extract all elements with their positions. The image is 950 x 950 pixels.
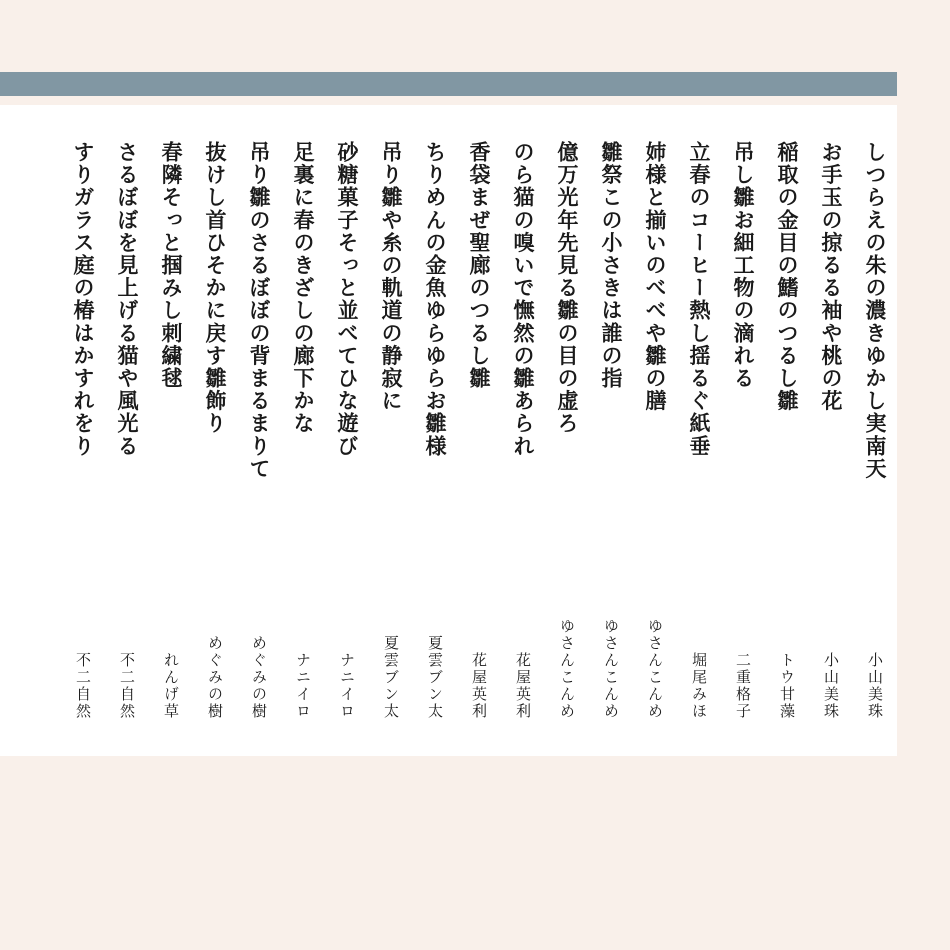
poem-item (809, 105, 853, 756)
poem-item (281, 105, 325, 756)
haiku-text: しつらえの朱の濃きゆかし実南天 (863, 141, 888, 480)
haiku-text: 香袋まぜ聖廊のつるし雛 (467, 141, 492, 390)
author-name: 堀尾みほ (690, 652, 708, 720)
author-name: れんげ草 (162, 652, 180, 720)
poem-item (501, 105, 545, 756)
poem-list (0, 105, 897, 756)
haiku-text: 春隣そっと掴みし刺繍毬 (159, 141, 184, 390)
poem-item (237, 105, 281, 756)
author-name: 夏雲ブン太 (382, 635, 400, 720)
author-name: 不二自然 (118, 652, 136, 720)
poem-item (677, 105, 721, 756)
poem-item (193, 105, 237, 756)
haiku-text: ちりめんの金魚ゆらゆらお雛様 (423, 141, 448, 458)
haiku-text: のら猫の嗅いで憮然の雛あられ (511, 141, 536, 458)
author-name: トウ甘藻 (778, 652, 796, 720)
haiku-text: 吊り雛のさるぼぼの背まるまりて (247, 141, 272, 480)
author-name: ナニイロ (338, 652, 356, 720)
poem-item (325, 105, 369, 756)
author-name: ゆさんこんめ (558, 618, 576, 720)
author-name: 二重格子 (734, 652, 752, 720)
poem-item (765, 105, 809, 756)
author-name: 夏雲ブン太 (426, 635, 444, 720)
haiku-text: 億万光年先見る雛の目の虚ろ (555, 141, 580, 435)
haiku-text: 立春のコーヒー熱し揺るぐ紙垂 (687, 141, 712, 458)
haiku-panel (0, 105, 897, 756)
author-name: 小山美珠 (866, 652, 884, 720)
poem-item (149, 105, 193, 756)
header-bar (0, 72, 897, 96)
author-name: ゆさんこんめ (646, 618, 664, 720)
poem-item (545, 105, 589, 756)
poem-item (61, 105, 105, 756)
haiku-text: 姉様と揃いのべべや雛の膳 (643, 141, 668, 413)
poem-item (633, 105, 677, 756)
author-name: 小山美珠 (822, 652, 840, 720)
haiku-text: お手玉の掠るる袖や桃の花 (819, 141, 844, 413)
author-name: 花屋英利 (470, 652, 488, 720)
haiku-text: 雛祭この小さきは誰の指 (599, 141, 624, 390)
poem-item (105, 105, 149, 756)
haiku-text: すりガラス庭の椿はかすれをり (71, 141, 96, 458)
author-name: ナニイロ (294, 652, 312, 720)
poem-item (721, 105, 765, 756)
haiku-text: 砂糖菓子そっと並べてひな遊び (335, 141, 360, 458)
poem-item (589, 105, 633, 756)
poem-item (369, 105, 413, 756)
author-name: 花屋英利 (514, 652, 532, 720)
author-name: めぐみの樹 (206, 635, 224, 720)
author-name: めぐみの樹 (250, 635, 268, 720)
haiku-text: 足裏に春のきざしの廊下かな (291, 141, 316, 435)
haiku-text: 抜けし首ひそかに戻す雛飾り (203, 141, 228, 435)
poem-item (853, 105, 897, 756)
poem-item (413, 105, 457, 756)
haiku-text: さるぼぼを見上げる猫や風光る (115, 141, 140, 458)
poem-item (457, 105, 501, 756)
haiku-text: 稲取の金目の鰭のつるし雛 (775, 141, 800, 413)
haiku-text: 吊し雛お細工物の滴れる (731, 141, 756, 390)
author-name: 不二自然 (74, 652, 92, 720)
haiku-text: 吊り雛や糸の軌道の静寂に (379, 141, 404, 413)
author-name: ゆさんこんめ (602, 618, 620, 720)
